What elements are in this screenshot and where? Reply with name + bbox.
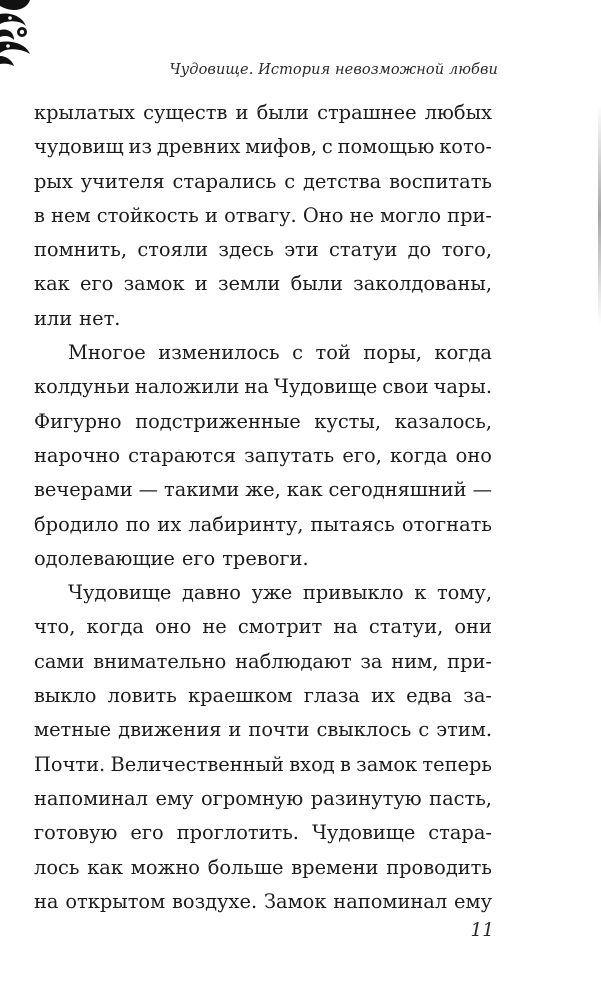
word: любых [424,101,492,124]
word: учителя [80,169,165,193]
word: были [256,101,309,124]
text-line [34,816,492,850]
word: оно [455,443,492,467]
word: и [205,203,218,227]
word: теперь [422,752,492,776]
word: Оно [302,203,344,227]
word: они [454,615,492,639]
word: помнить, [34,238,127,262]
text-line [34,542,492,576]
word: детства [302,169,382,193]
word: нарочно [34,443,120,467]
word: или [34,306,73,330]
word: стойкость [96,203,199,227]
word: оно [155,615,192,639]
text-line [34,199,492,233]
word: ловить [107,684,177,708]
word: казалось, [394,409,492,433]
word: можно [130,855,200,879]
word: кото- [439,135,492,159]
word: не [349,203,374,227]
word: чары. [433,375,492,399]
word: такими [164,478,240,502]
word: свои [382,375,429,399]
word: и [194,272,208,296]
text-line [34,851,492,885]
paragraph [34,96,492,336]
word: при- [447,649,492,673]
word: когда [86,615,144,639]
word: открытом [65,889,166,913]
word: за- [463,684,492,708]
word: того, [441,238,492,262]
word: ему [155,786,194,810]
word: на [333,615,358,639]
body-text [34,96,492,919]
word: — [472,478,492,502]
word: эти [284,238,319,262]
word: с [284,169,296,193]
running-head-title: Чудовище. История невозможной любви [169,62,498,78]
word: земли [217,272,281,296]
word: той [315,341,351,365]
paragraph [34,576,492,919]
word: стараются [128,443,236,467]
word: не [202,615,227,639]
word: были [290,272,343,296]
word: давно [181,581,241,605]
word: разинутую [310,786,422,810]
word: тому, [436,581,492,605]
word: пасть, [429,786,492,810]
word: существ [143,101,228,124]
word: почти [248,718,310,742]
word: кусты, [314,409,382,433]
word: его [130,821,164,845]
word: Замок [263,889,327,913]
word: при- [447,203,492,227]
word: проглотить. [176,821,299,845]
text-line [34,96,492,130]
word: ему [454,889,492,913]
word: внимательно [93,649,227,673]
word: ним, [391,649,439,673]
word: нет. [79,306,121,330]
text-line [34,885,492,919]
word: отогнать [401,512,492,536]
text-line [34,610,492,644]
word: когда [390,443,448,467]
word: подстриженные [135,409,301,433]
word: их [371,684,395,708]
text-line [34,679,492,713]
word: наблюдают [235,649,352,673]
word: как [286,478,323,502]
word: этим. [436,718,492,742]
word: едва [406,684,453,708]
word: старались [172,169,277,193]
word: бродило [34,512,119,536]
word: здесь [218,238,274,262]
word: отвагу. [224,203,297,227]
word: же, [245,478,281,502]
word: сами [34,649,85,673]
word: заколдованы, [353,272,492,296]
word: Фигурно [34,409,122,433]
word: сегодняшний [328,478,467,502]
word: страшнее [317,101,417,124]
word: и [228,718,242,742]
word: его [80,272,114,296]
word: запутать [244,443,335,467]
text-line [34,576,492,610]
word: тревоги. [222,546,309,570]
text-line [34,336,492,370]
text-line [34,370,492,404]
word: как [87,855,123,879]
word: по [125,512,151,536]
word: помощью [337,135,435,159]
word: вход [289,752,335,776]
word: лабиринту, [188,512,304,536]
text-line [34,748,492,782]
word: замок [123,272,185,296]
word: из [128,135,153,159]
word: краешком [188,684,293,708]
text-line [34,233,492,267]
word: рых [34,169,73,193]
word: и [235,101,249,124]
word: лось [34,855,80,879]
word: колдуньи [34,375,130,399]
word: поры, [363,341,422,365]
word: — [138,478,159,502]
word: стара- [428,821,492,845]
word: вечерами [34,478,133,502]
text-line [34,473,492,507]
word: Чудовище [273,375,378,399]
word: смотрит [237,615,323,639]
word: напоминал [34,786,148,810]
word: когда [434,341,492,365]
word: воспитать [389,169,492,193]
word: движения [118,718,222,742]
word: проводить [386,855,492,879]
word: с [292,341,303,365]
word: чудовищ [34,135,124,159]
word: в [34,203,45,227]
text-line [34,165,492,199]
word: времени [291,855,379,879]
word: на [34,889,59,913]
word: как [34,272,70,296]
word: с [418,718,430,742]
word: воздухе. [172,889,258,913]
word: статуи [329,238,398,262]
floral-ornament-icon [0,0,36,68]
word: за [360,649,383,673]
word: больше [207,855,284,879]
word: нем [51,203,91,227]
text-line [34,439,492,473]
word: статуи, [368,615,444,639]
word: одолевающие [34,546,175,570]
text-line [34,405,492,439]
word: его [181,546,216,570]
word: наложили [134,375,240,399]
text-line [34,267,492,301]
word: Величественный [110,752,284,776]
word: Чудовище [311,821,416,845]
word: в [339,752,351,776]
word: крылатых [34,101,135,124]
word: Чудовище [68,581,172,605]
word: замок [356,752,418,776]
word: их [157,512,182,536]
word: что, [34,615,76,639]
text-line [34,508,492,542]
word: выкло [34,684,97,708]
word: уже [251,581,293,605]
word: могло [380,203,442,227]
text-line [34,645,492,679]
word: к [414,581,427,605]
word: привыкло [302,581,404,605]
word: изменилось [158,341,280,365]
text-line [34,782,492,816]
text-line [34,130,492,164]
word: стояли [137,238,209,262]
word: напоминал [333,889,448,913]
word: его, [342,443,382,467]
word: Многое [68,341,146,365]
paragraph [34,336,492,576]
word: глаза [303,684,360,708]
text-line [34,302,492,336]
word: пытаясь [310,512,395,536]
text-line [34,713,492,747]
word: до [407,238,432,262]
word: огромную [201,786,304,810]
word: древних [156,135,241,159]
word: метные [34,718,112,742]
word: мифов, [245,135,318,159]
word: на [244,375,269,399]
word: Почти. [34,752,106,776]
word: с [321,135,333,159]
page-number: 11 [470,920,494,941]
word: готовую [34,821,118,845]
word: свыклось [316,718,412,742]
